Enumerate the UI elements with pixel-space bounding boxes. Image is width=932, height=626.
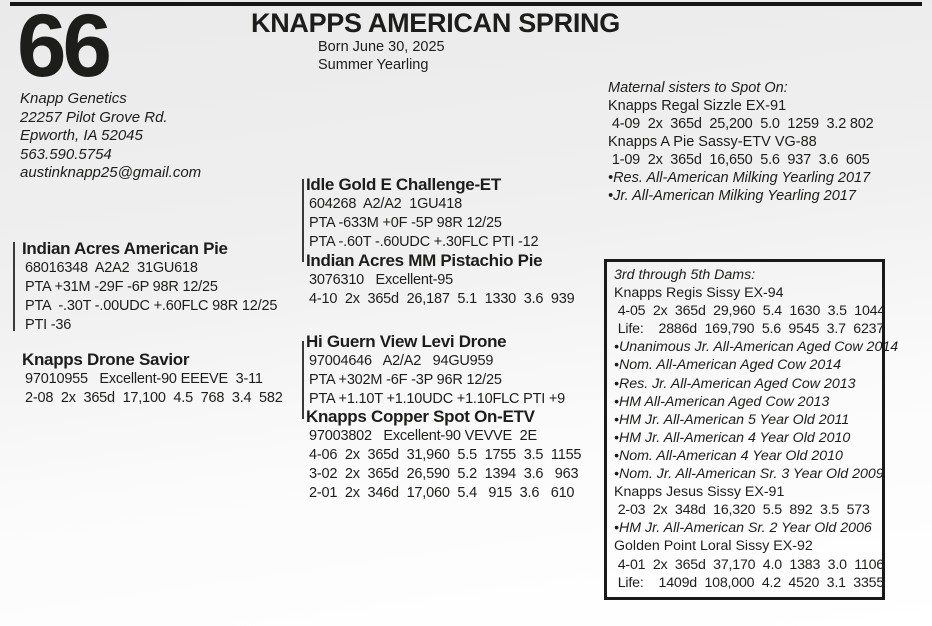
boxed-dam-award: •HM Jr. All-American Sr. 2 Year Old 2006 [614, 520, 872, 537]
sister-award: •Res. All-American Milking Yearling 2017 [608, 170, 871, 186]
pedigree-bracket-dam-sire [302, 341, 304, 419]
dam-name: Knapps Drone Savior [22, 350, 190, 369]
boxed-dam-name: Knapps Jesus Sissy EX-91 [614, 484, 785, 501]
boxed-dam-award: •Unanimous Jr. All-American Aged Cow 2014 [614, 339, 899, 356]
consignor-phone: 563.590.5754 [20, 145, 112, 163]
sire-sire-name: Idle Gold E Challenge-ET [306, 175, 501, 194]
maternal-sisters-heading: Maternal sisters to Spot On: [608, 80, 788, 96]
sire-dam-name: Indian Acres MM Pistachio Pie [306, 251, 543, 270]
pedigree-sire-block [22, 238, 277, 335]
dam-sire-detail-line: PTA +1.10T +1.10UDC +1.10FLC PTI +9 [309, 391, 566, 407]
sister-name: Knapps A Pie Sassy-ETV VG-88 [608, 134, 817, 150]
boxed-dam-award: •HM All-American Aged Cow 2013 [614, 393, 830, 410]
pedigree-dam-block [22, 349, 283, 408]
dam-detail-line: 97010955 Excellent-90 EEEVE 3-11 [25, 371, 263, 387]
dam-detail-line: 2-08 2x 365d 17,100 4.5 768 3.4 582 [25, 390, 283, 406]
sire-sire-detail-line: PTA -.60T -.60UDC +.30FLC PTI -12 [309, 234, 539, 250]
boxed-dam-name: Golden Point Loral Sissy EX-92 [614, 538, 813, 555]
boxed-dam-name: Knapps Regis Sissy EX-94 [614, 285, 784, 302]
sire-detail-line: PTI -36 [25, 317, 72, 333]
sire-detail-line: PTA -.30T -.00UDC +.60FLC 98R 12/25 [25, 298, 278, 314]
birth-date: Born June 30, 2025 [318, 39, 445, 55]
consignor-address-line2: Epworth, IA 52045 [20, 127, 143, 145]
dam-sire-name: Hi Guern View Levi Drone [306, 332, 507, 351]
boxed-dam-award: •HM Jr. All-American 5 Year Old 2011 [614, 411, 850, 428]
boxed-dam-award: •Nom. All-American Aged Cow 2014 [614, 357, 842, 374]
pedigree-dam-sire-block [306, 331, 565, 409]
dam-dam-detail-line: 4-06 2x 365d 31,960 5.5 1755 3.5 1155 [309, 447, 582, 463]
consignor-email: austinknapp25@gmail.com [20, 164, 202, 182]
boxed-dam-award: •Res. Jr. All-American Aged Cow 2013 [614, 375, 856, 392]
dam-sire-detail-line: 97004646 A2/A2 94GU959 [309, 353, 494, 369]
sister-name: Knapps Regal Sizzle EX-91 [608, 98, 787, 114]
sire-detail-line: 68016348 A2A2 31GU618 [25, 260, 198, 276]
boxed-dam-record: 2-03 2x 348d 16,320 5.5 892 3.5 573 [614, 502, 870, 519]
sister-award: •Jr. All-American Milking Yearling 2017 [608, 188, 856, 204]
pedigree-bracket-sire-sire [302, 179, 304, 262]
boxed-dam-record: 4-05 2x 365d 29,960 5.4 1630 3.5 1044 [614, 303, 886, 320]
dam-dam-name: Knapps Copper Spot On-ETV [306, 407, 535, 426]
dam-sire-detail-line: PTA +302M -6F -3P 96R 12/25 [309, 372, 502, 388]
lot-number: 66 [17, 0, 108, 95]
dams-box-heading: 3rd through 5th Dams: [614, 267, 756, 283]
dam-dam-detail-line: 3-02 2x 365d 26,590 5.2 1394 3.6 963 [309, 466, 579, 482]
consignor-address-line1: 22257 Pilot Grove Rd. [20, 108, 168, 126]
maternal-sisters-section [608, 79, 874, 205]
boxed-dam-record: Life: 2886d 169,790 5.6 9545 3.7 6237 [614, 321, 885, 338]
boxed-dam-record: 4-01 2x 365d 37,170 4.0 1383 3.0 1106 [614, 556, 884, 573]
sire-dam-detail-line: 4-10 2x 365d 26,187 5.1 1330 3.6 939 [309, 291, 575, 307]
consignor-block [20, 90, 201, 183]
consignor-name: Knapp Genetics [20, 90, 127, 107]
dams-box [604, 259, 899, 600]
pedigree-sire-sire-block [306, 174, 538, 252]
sire-detail-line: PTA +31M -29F -6P 98R 12/25 [25, 279, 218, 295]
pedigree-sire-dam-block [306, 250, 575, 309]
dam-dam-detail-line: 97003802 Excellent-90 VEVVE 2E [309, 428, 537, 444]
dam-dam-detail-line: 2-01 2x 346d 17,060 5.4 915 3.6 610 [309, 485, 575, 501]
top-divider-rule [10, 2, 922, 6]
sister-record: 4-09 2x 365d 25,200 5.0 1259 3.2 802 [608, 116, 874, 132]
sire-dam-detail-line: 3076310 Excellent-95 [309, 272, 453, 288]
boxed-dam-award: •HM Jr. All-American 4 Year Old 2010 [614, 429, 851, 446]
sire-name: Indian Acres American Pie [22, 239, 228, 258]
age-classification: Summer Yearling [318, 57, 429, 73]
boxed-dam-award: •Nom. Jr. All-American Sr. 3 Year Old 2009 [614, 466, 884, 483]
sire-sire-detail-line: 604268 A2/A2 1GU418 [309, 196, 463, 212]
sire-sire-detail-line: PTA -633M +0F -5P 98R 12/25 [309, 215, 502, 231]
pedigree-bracket-sire [13, 242, 15, 331]
pedigree-dam-dam-block [306, 406, 581, 503]
sister-record: 1-09 2x 365d 16,650 5.6 937 3.6 605 [608, 152, 870, 168]
boxed-dam-award: •Nom. All-American 4 Year Old 2010 [614, 447, 843, 464]
animal-name-title: KNAPPS AMERICAN SPRING [251, 8, 620, 38]
boxed-dam-record: Life: 1409d 108,000 4.2 4520 3.1 3355 [614, 574, 885, 591]
